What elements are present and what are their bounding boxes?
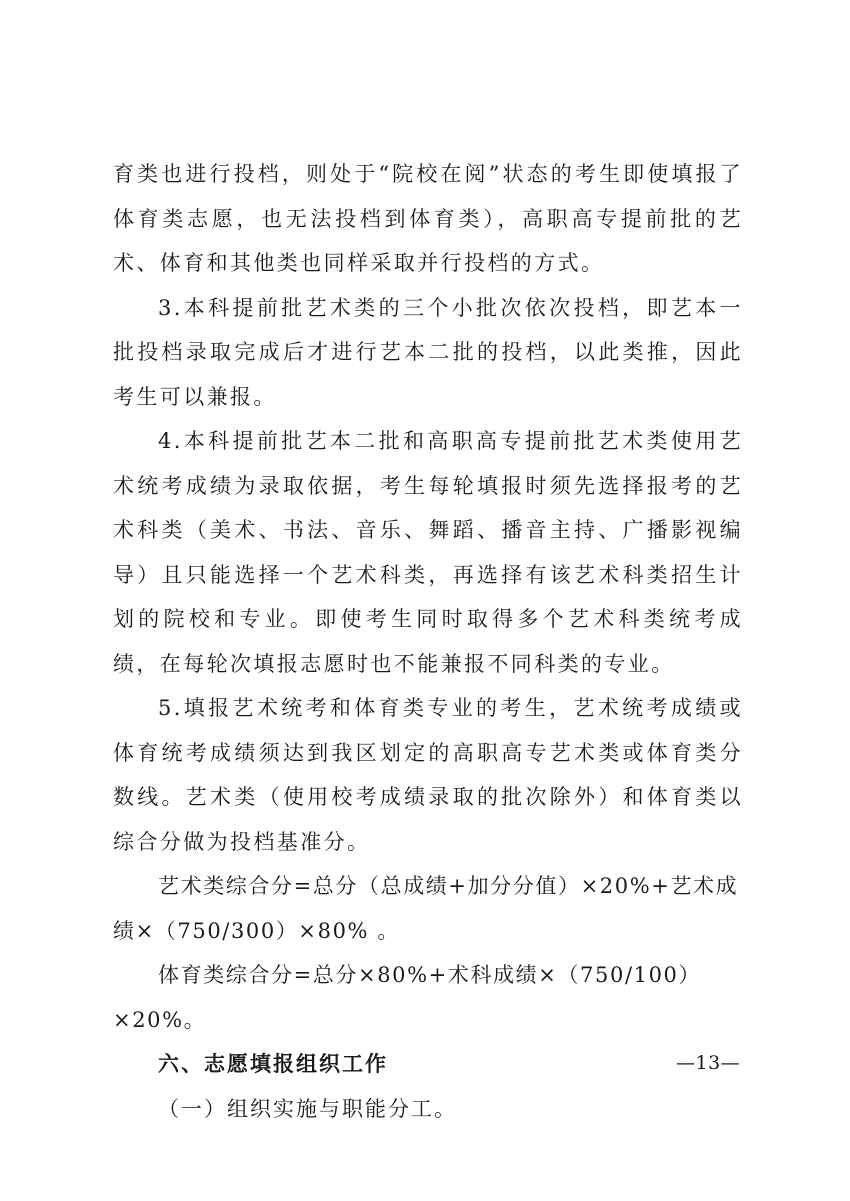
paragraph-item-3: 3.本科提前批艺术类的三个小批次依次投档，即艺本一批投档录取完成后才进行艺本二批的投档，以此类推，因此考生可以兼报。	[113, 295, 743, 409]
section-heading: 六、志愿填报组织工作	[158, 1052, 388, 1076]
document-body	[113, 152, 743, 1131]
formula-art-score: 艺术类综合分=总分（总成绩+加分分值）×20%+艺术成绩×（750/300）×80% 。	[113, 874, 739, 943]
paragraph-item-5: 5.填报艺术统考和体育类专业的考生，艺术统考成绩或体育统考成绩须达到我区划定的高职高专艺术类或体育类分数线。艺术类（使用校考成绩录取的批次除外）和体育类以综合分做为投档基准分。	[113, 696, 743, 854]
formula-sport-score: 体育类综合分=总分×80%+术科成绩×（750/100）×20%。	[113, 963, 702, 1032]
subsection-heading: （一）组织实施与职能分工。	[158, 1096, 457, 1121]
page-number: —13—	[676, 1052, 741, 1074]
paragraph-continuation: 育类也进行投档，则处于“院校在阅”状态的考生即使填报了体育类志愿，也无法投档到体育类），高职高专提前批的艺术、体育和其他类也同样采取并行投档的方式。	[113, 162, 743, 275]
paragraph-item-4: 4.本科提前批艺本二批和高职高专提前批艺术类使用艺术统考成绩为录取依据，考生每轮填报时须先选择报考的艺术科类（美术、书法、音乐、舞蹈、播音主持、广播影视编导）且只能选择一个艺术科类，再选择有该艺术科类招生计划的院校和专业。即使考生同时取得多个艺术科类统考成绩，在每轮次填报志愿时也不能兼报不同科类的专业。	[113, 429, 743, 676]
